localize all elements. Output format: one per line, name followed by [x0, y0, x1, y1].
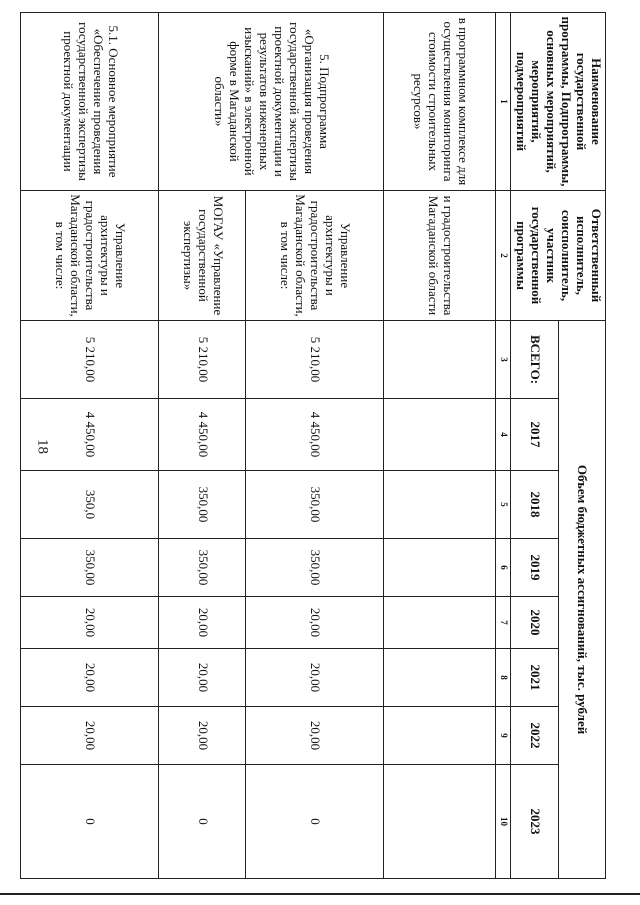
column-number: 8	[496, 649, 511, 707]
row-value: 20,00	[245, 597, 383, 649]
row-executor: Управление архитектуры и градостроительства Магаданской области, в том числе:	[21, 191, 159, 321]
table-row	[245, 13, 383, 879]
row-value: 0	[21, 765, 159, 879]
scan-edge-line	[0, 893, 640, 895]
row-name: в программном комплексе для осуществления мониторинга стоимости строительных ресурсов»	[384, 13, 496, 191]
row-value: 4 450,00	[245, 399, 383, 471]
budget-table	[20, 12, 606, 879]
column-number: 4	[496, 399, 511, 471]
header-executor: Ответственный исполнитель, соисполнитель, участник государственной программы	[511, 191, 606, 321]
row-value: 20,00	[159, 707, 245, 765]
table-row	[21, 13, 159, 879]
header-year: 2017	[511, 399, 558, 471]
row-value: 20,00	[21, 649, 159, 707]
header-year: 2018	[511, 471, 558, 539]
row-value	[384, 471, 496, 539]
row-value: 5 210,00	[245, 321, 383, 399]
column-number: 10	[496, 765, 511, 879]
header-year: 2021	[511, 649, 558, 707]
row-value: 20,00	[245, 649, 383, 707]
column-number: 5	[496, 471, 511, 539]
row-name: 5.1. Основное мероприятие «Обеспечение проведения государственной экспертизы проектной документации	[21, 13, 159, 191]
row-name: 5. Подпрограмма «Организация проведения государственной экспертизы проектной документации и результатов инженерных изысканий» в электронной форме в Магаданской области»	[159, 13, 384, 191]
header-budget-group: Объем бюджетных ассигнований, тыс. рублей	[558, 321, 605, 879]
row-executor: Управление архитектуры и градостроительства Магаданской области, в том числе:	[245, 191, 383, 321]
row-value: 350,00	[245, 471, 383, 539]
column-number: 7	[496, 597, 511, 649]
row-value	[384, 649, 496, 707]
row-value: 0	[159, 765, 245, 879]
header-total: ВСЕГО:	[511, 321, 558, 399]
column-number: 9	[496, 707, 511, 765]
row-value: 20,00	[245, 707, 383, 765]
row-value: 20,00	[21, 597, 159, 649]
row-value: 0	[245, 765, 383, 879]
row-value: 350,00	[245, 539, 383, 597]
row-executor: МОГАУ «Управление государственной экспертизы»	[159, 191, 245, 321]
row-value	[384, 399, 496, 471]
row-value: 20,00	[159, 597, 245, 649]
header-year: 2022	[511, 707, 558, 765]
row-value: 5 210,00	[159, 321, 245, 399]
header-year: 2023	[511, 765, 558, 879]
column-number: 2	[496, 191, 511, 321]
row-value: 350,00	[21, 539, 159, 597]
row-value: 20,00	[159, 649, 245, 707]
row-value: 350,00	[159, 539, 245, 597]
row-value: 350,0	[21, 471, 159, 539]
row-value	[384, 321, 496, 399]
column-number: 1	[496, 13, 511, 191]
header-year: 2020	[511, 597, 558, 649]
row-value: 4 450,00	[21, 399, 159, 471]
row-value: 4 450,00	[159, 399, 245, 471]
rotated-table-frame	[53, 12, 606, 878]
row-value: 5 210,00	[21, 321, 159, 399]
row-value	[384, 765, 496, 879]
table-row	[384, 13, 496, 879]
column-number: 6	[496, 539, 511, 597]
row-executor: и градостроительства Магаданской области	[384, 191, 496, 321]
page-number: 18	[34, 439, 51, 454]
row-value: 20,00	[21, 707, 159, 765]
row-value	[384, 539, 496, 597]
header-name: Наименование государственной программы, Подпрограммы, основных мероприятий, мероприятий, подмероприятий	[511, 13, 606, 191]
row-value	[384, 597, 496, 649]
column-number: 3	[496, 321, 511, 399]
row-value: 350,00	[159, 471, 245, 539]
header-year: 2019	[511, 539, 558, 597]
row-value	[384, 707, 496, 765]
